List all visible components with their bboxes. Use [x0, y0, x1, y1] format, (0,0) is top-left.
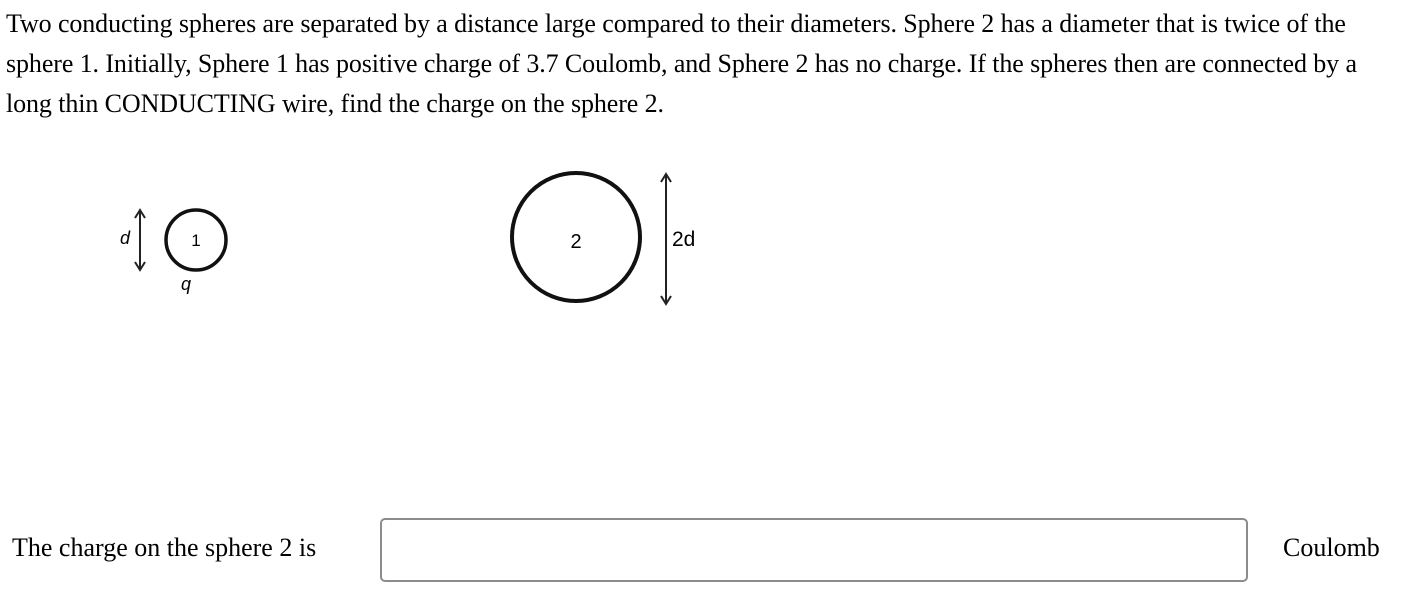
- sphere1-label: 1: [191, 231, 201, 250]
- sphere1-charge-label: q: [180, 274, 192, 294]
- sphere2-label: 2: [570, 231, 582, 253]
- spheres-figure: [100, 160, 740, 320]
- question-text: Two conducting spheres are separated by a distance large compared to their diameters. Sphere 2 has a diameter that is twice of the sphere 1. Initially, Sphere 1 has positive charge of 3.7 Coulomb, and Sphere 2 has no charge. If the spheres then are connected by a long thin CONDUCTING wire, find the charge on the sphere 2.: [6, 9, 1357, 118]
- sphere1-diameter-label: d: [120, 228, 131, 248]
- answer-unit-label: Coulomb: [1283, 533, 1380, 562]
- sphere1-diameter-arrow: [135, 210, 145, 270]
- sphere2-diameter-arrow: [661, 174, 671, 304]
- answer-prompt-label: The charge on the sphere 2 is: [12, 533, 317, 562]
- sphere2-diameter-label: 2d: [672, 228, 696, 251]
- answer-input[interactable]: [380, 518, 1248, 582]
- spheres-diagram: [100, 160, 740, 320]
